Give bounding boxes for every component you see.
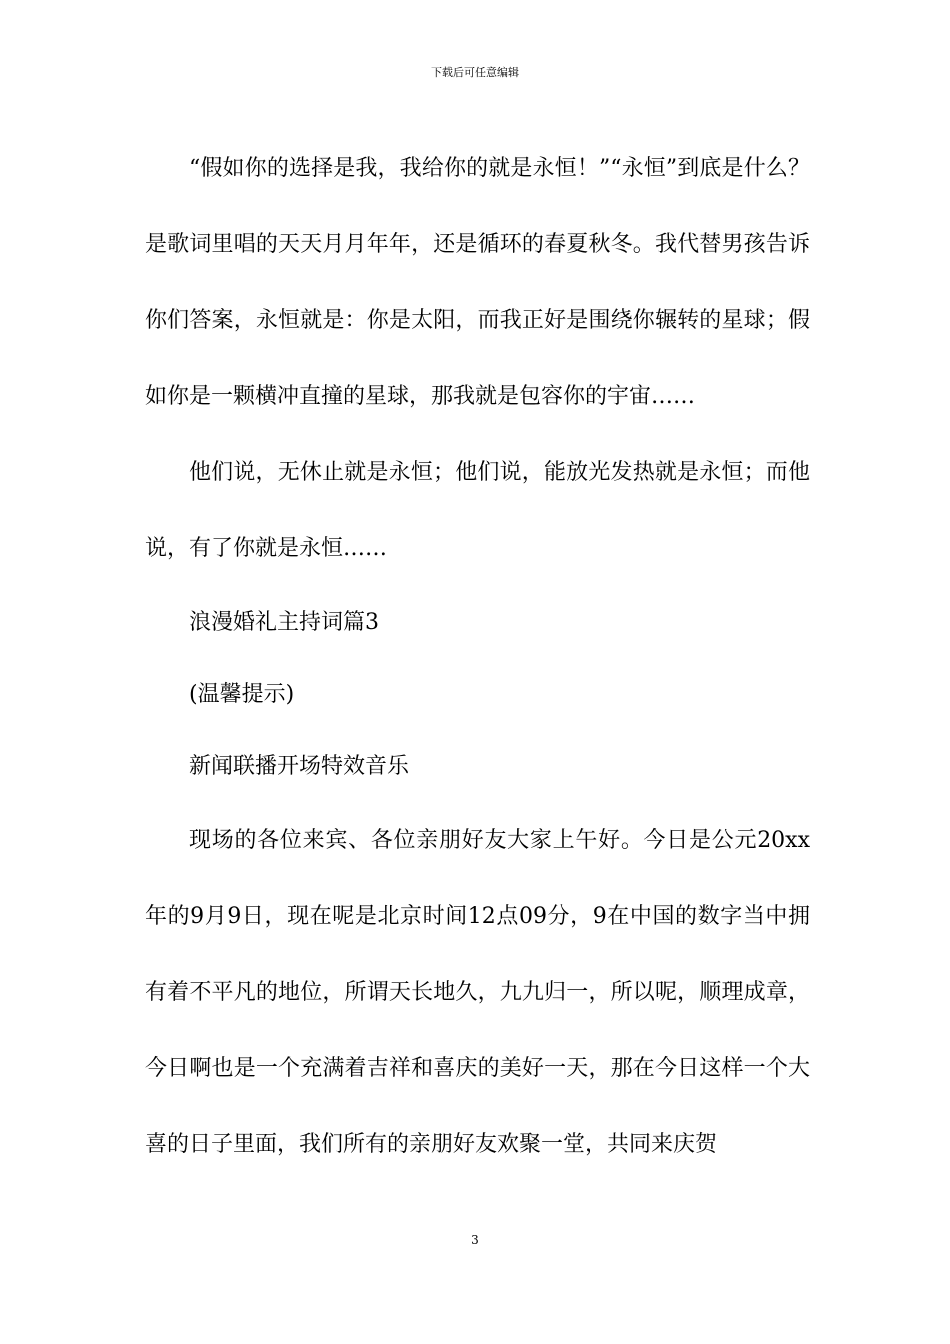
- page-header: 下载后可任意编辑: [431, 66, 519, 79]
- paragraph-they-said: 他们说，无休止就是永恒；他们说，能放光发热就是永恒；而他说，有了你就是永恒……: [145, 460, 810, 561]
- paragraph-eternity: “假如你的选择是我，我给你的就是永恒！”“永恒”到底是什么？是歌词里唱的天天月月年年，还是循环的春夏秋冬。我代替男孩告诉你们答案，永恒就是：你是太阳，而我正好是围绕你辗转的星球；假如你是一颗横冲直撞的星球，那我就是包容你的宇宙……: [145, 156, 810, 409]
- paragraph-greeting: 现场的各位来宾、各位亲朋好友大家上午好。今日是公元20xx年的9月9日，现在呢是北京时间12点09分，9在中国的数字当中拥有着不平凡的地位，所谓天长地久，九九归一，所以呢，顺理成章，今日啊也是一个充满着吉祥和喜庆的美好一天，那在今日这样一个大喜的日子里面，我们所有的亲朋好友欢聚一堂，共同来庆贺: [145, 828, 810, 1157]
- page-number: 3: [471, 1233, 479, 1247]
- document-body: [145, 131, 810, 1183]
- warm-tip: (温馨提示): [189, 682, 295, 707]
- section-heading: 浪漫婚礼主持词篇3: [189, 610, 379, 635]
- opening-music-note: 新闻联播开场特效音乐: [189, 754, 410, 779]
